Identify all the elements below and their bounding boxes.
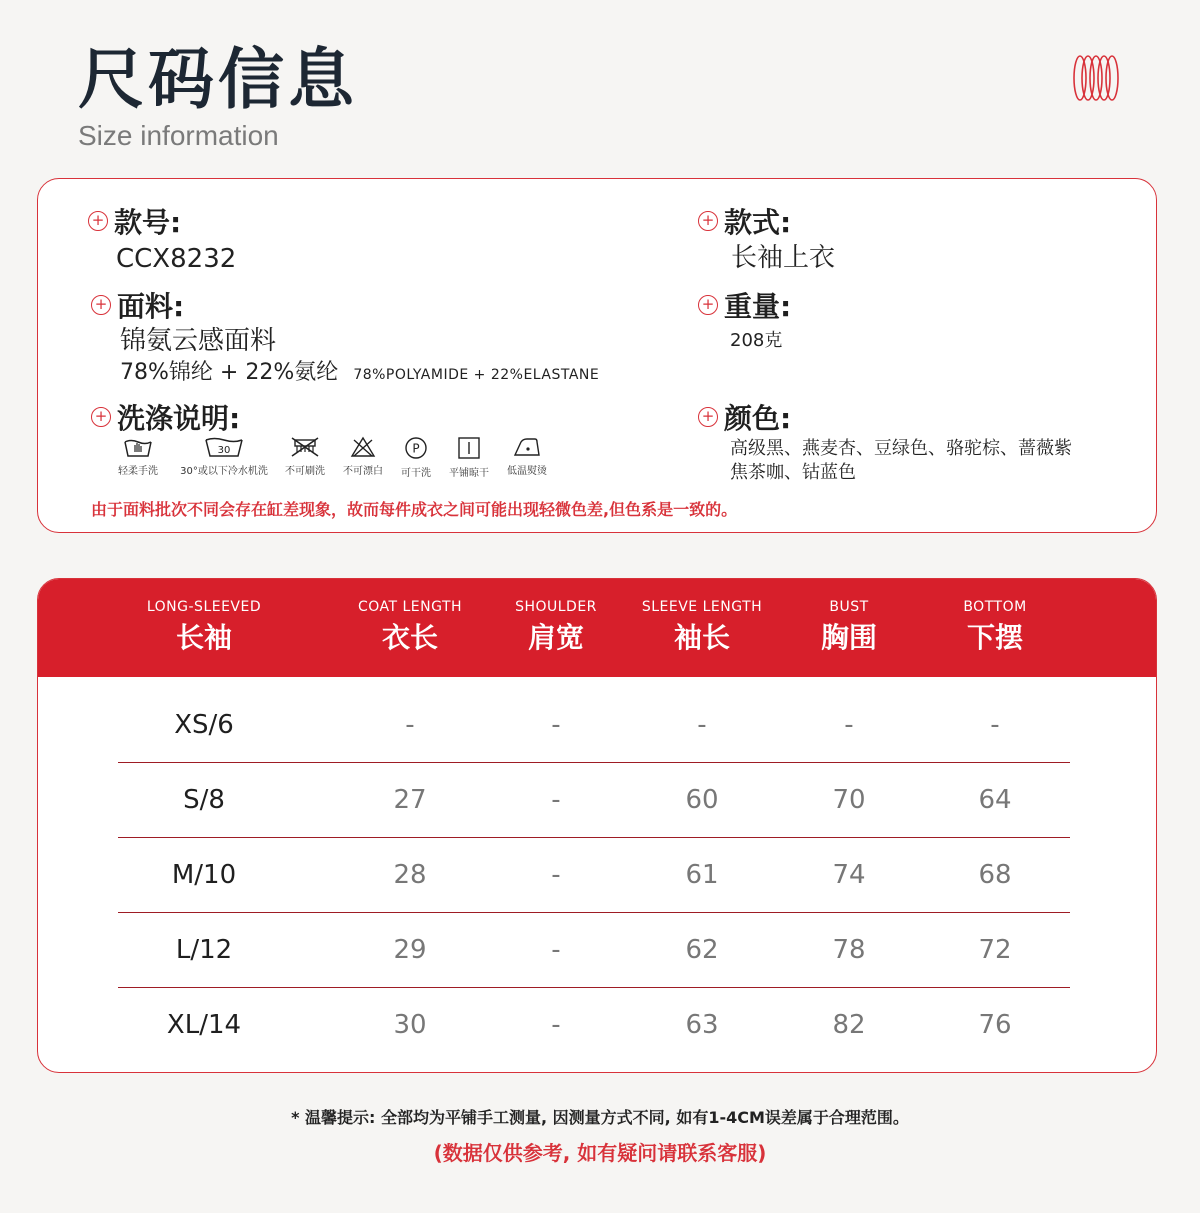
table-row: [118, 837, 1070, 913]
style-value: 长袖上衣: [731, 243, 836, 273]
care-label: 低温熨烫: [507, 466, 547, 477]
care-label: 不可刷洗: [285, 466, 325, 477]
column-header: [920, 597, 1070, 657]
size-table: [37, 578, 1157, 1073]
care-item: [112, 436, 164, 477]
measurement-cell: 72: [978, 935, 1012, 965]
plus-circle-icon: +: [88, 211, 108, 231]
size-label-cell: S/8: [183, 785, 225, 815]
plus-circle-icon: +: [698, 407, 718, 427]
measurement-cell: 74: [832, 860, 866, 890]
color-list-line-2: 焦茶咖、钴蓝色: [730, 462, 856, 483]
measurement-cell: -: [551, 710, 561, 740]
measurement-cell: 30: [393, 1010, 427, 1040]
measurement-cell: 28: [393, 860, 427, 890]
color-label: 颜色:: [724, 402, 792, 435]
column-header-cn: 肩宽: [527, 621, 584, 654]
column-header-en: COAT LENGTH: [357, 599, 463, 615]
column-header-en: SLEEVE LENGTH: [641, 599, 763, 615]
plus-circle-icon: +: [91, 295, 111, 315]
measurement-cell: 78: [832, 935, 866, 965]
column-header-cn: 下摆: [966, 621, 1023, 654]
measurement-cell: 64: [978, 785, 1012, 815]
measurement-cell: 68: [978, 860, 1012, 890]
care-label: 可干洗: [401, 468, 431, 479]
column-header: [481, 597, 631, 657]
weight-label: 重量:: [724, 290, 792, 323]
color-variance-notice: 由于面料批次不同会存在缸差现象，故而每件成衣之间可能出现轻微色差,但色系是一致的。: [91, 500, 738, 519]
measurement-cell: -: [697, 710, 707, 740]
measurement-cell: 63: [685, 1010, 719, 1040]
fabric-composition: [120, 359, 599, 387]
machine-wash-30-icon: [204, 436, 244, 458]
column-header-cn: 袖长: [673, 621, 730, 654]
column-header: [627, 597, 777, 657]
fabric-field: [91, 285, 184, 325]
table-row: [118, 687, 1070, 763]
style-number-value: CCX8232: [116, 244, 237, 274]
care-label: 30°或以下冷水机洗: [180, 466, 268, 477]
size-label-cell: L/12: [175, 935, 233, 965]
wash-instructions-field: [91, 397, 240, 437]
table-row: [118, 762, 1070, 838]
measurement-cell: 61: [685, 860, 719, 890]
column-header-en: BUST: [829, 599, 869, 615]
size-label-cell: XS/6: [174, 710, 234, 740]
weight-value: 208克: [730, 330, 783, 351]
measurement-cell: 29: [393, 935, 427, 965]
column-header: [335, 597, 485, 657]
size-table-header: [38, 579, 1156, 677]
column-header-cn: 长袖: [175, 621, 232, 654]
size-label-cell: XL/14: [166, 1010, 242, 1040]
measurement-cell: -: [551, 935, 561, 965]
plus-circle-icon: +: [698, 295, 718, 315]
measurement-cell: 27: [393, 785, 427, 815]
measurement-cell: -: [990, 710, 1000, 740]
measurement-cell: 76: [978, 1010, 1012, 1040]
care-item: [394, 436, 438, 479]
color-field: [698, 397, 791, 437]
care-item: [280, 436, 330, 477]
no-bleach-icon: [350, 436, 376, 458]
svg-text:P: P: [412, 441, 420, 456]
column-header: [129, 597, 279, 657]
column-header: [774, 597, 924, 657]
plus-circle-icon: +: [698, 211, 718, 231]
dry-clean-p-icon: [404, 436, 428, 460]
column-header-en: BOTTOM: [963, 599, 1027, 615]
fabric-label: 面料:: [117, 290, 185, 323]
measurement-cell: -: [551, 785, 561, 815]
measurement-cell: 60: [685, 785, 719, 815]
size-label-cell: M/10: [171, 860, 237, 890]
style-number-field: [88, 201, 181, 241]
care-label: 轻柔手洗: [118, 466, 158, 477]
hand-wash-icon: [123, 436, 153, 458]
column-header-cn: 胸围: [820, 621, 877, 654]
no-brush-icon: [288, 436, 322, 458]
wash-instructions-label: 洗涤说明:: [117, 402, 241, 435]
low-iron-icon: [513, 436, 541, 458]
style-number-label: 款号:: [114, 206, 182, 239]
fabric-name: 锦氨云感面料: [120, 326, 277, 356]
measurement-cell: 82: [832, 1010, 866, 1040]
care-label: 不可漂白: [343, 466, 383, 477]
measurement-cell: -: [405, 710, 415, 740]
weight-field: [698, 285, 791, 325]
svg-text:30: 30: [217, 445, 231, 456]
care-label: 平铺晾干: [449, 468, 489, 479]
care-item: [172, 436, 276, 477]
page-subtitle: Size information: [78, 120, 279, 151]
flat-dry-icon: [457, 436, 481, 460]
style-label: 款式:: [724, 206, 792, 239]
measurement-cell: -: [844, 710, 854, 740]
measurement-cell: -: [551, 1010, 561, 1040]
page-title: 尺码信息: [78, 41, 358, 118]
care-item: [502, 436, 552, 477]
measurement-cell: -: [551, 860, 561, 890]
fabric-composition-en: 78%POLYAMIDE + 22%ELASTANE: [353, 367, 600, 383]
plus-circle-icon: +: [91, 407, 111, 427]
measurement-tip: * 温馨提示: 全部均为平铺手工测量, 因测量方式不同, 如有1-4CM误差属于合理范围。: [291, 1108, 909, 1127]
column-header-en: SHOULDER: [515, 599, 597, 615]
care-item: [444, 436, 494, 479]
column-header-cn: 衣长: [381, 621, 438, 654]
care-item: [338, 436, 388, 477]
disclaimer: (数据仅供参考, 如有疑问请联系客服): [433, 1141, 767, 1165]
table-row: [118, 912, 1070, 988]
style-field: [698, 201, 791, 241]
product-info-card: [37, 178, 1157, 533]
table-row: [118, 987, 1070, 1063]
column-header-en: LONG-SLEEVED: [146, 599, 262, 615]
measurement-cell: 70: [832, 785, 866, 815]
measurement-cell: 62: [685, 935, 719, 965]
rings-logo-icon: [1070, 52, 1122, 104]
color-list-line-1: 高级黑、燕麦杏、豆绿色、骆驼棕、蔷薇紫: [730, 438, 1072, 459]
fabric-composition-cn: 78%锦纶 + 22%氨纶: [120, 360, 339, 385]
